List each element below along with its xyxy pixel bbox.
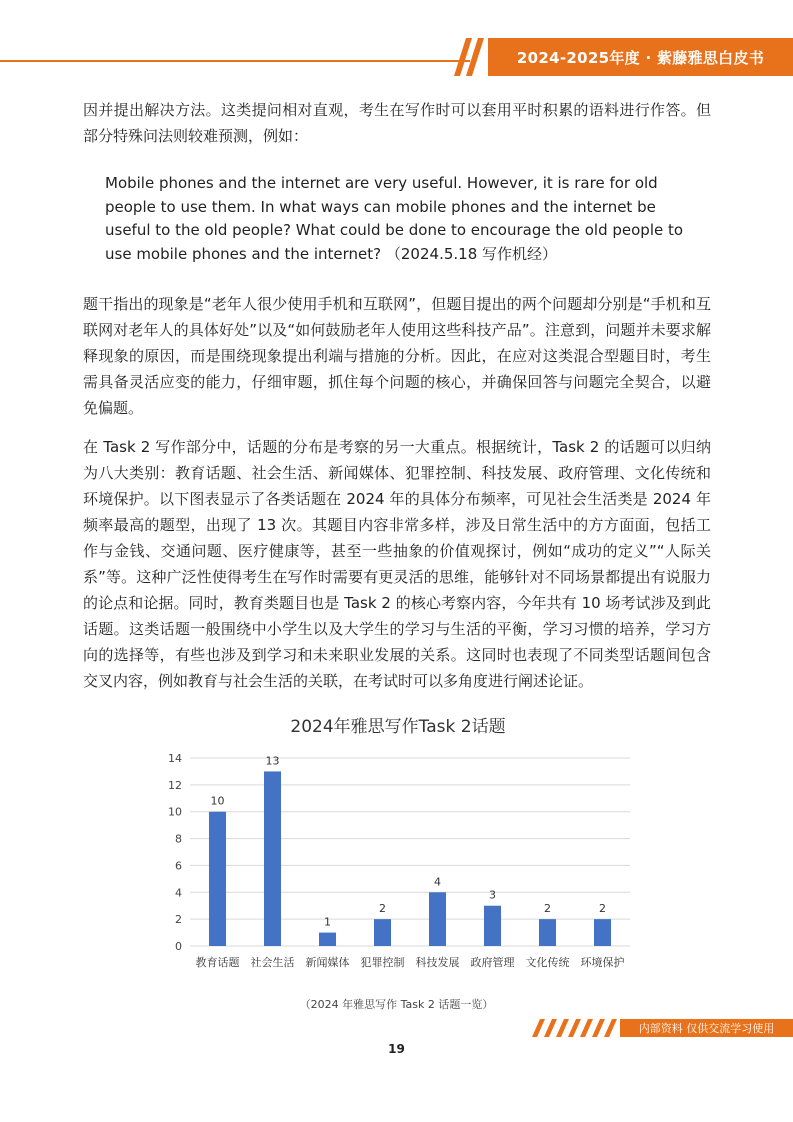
bar <box>374 919 391 946</box>
x-tick-label: 犯罪控制 <box>360 956 405 969</box>
x-tick-label: 社会生活 <box>250 956 295 969</box>
bar-value-label: 4 <box>434 875 441 889</box>
bar <box>209 812 226 946</box>
y-tick-label: 10 <box>168 805 182 819</box>
header-rule <box>0 60 470 62</box>
bar <box>594 919 611 946</box>
paragraph-analysis: 题干指出的现象是“老年人很少使用手机和互联网”，但题目提出的两个问题却分别是“手机和互联网对老年人的具体好处”以及“如何鼓励老年人使用这些科技产品”。注意到，问题并未要求解释现象的原因，而是围绕现象提出利端与措施的分析。因此，在应对这类混合型题目时，考生需具备灵活应变的能力，仔细审题，抓住每个问题的核心，并确保回答与问题完全契合，以避免偏题。 <box>83 295 711 417</box>
page-number: 19 <box>388 1042 405 1056</box>
bar <box>264 771 281 946</box>
y-tick-label: 2 <box>175 913 182 927</box>
chart-x-axis <box>196 955 625 969</box>
chart-gridlines <box>190 758 630 946</box>
bar-value-label: 1 <box>324 915 331 929</box>
bar <box>319 933 336 946</box>
bar <box>484 906 501 946</box>
x-tick-label: 新闻媒体 <box>305 956 350 969</box>
x-tick-label: 教育话题 <box>195 956 240 969</box>
bar-value-label: 10 <box>210 794 225 808</box>
bar-value-label: 2 <box>379 902 386 916</box>
bar <box>429 892 446 946</box>
bar <box>539 919 556 946</box>
chart-y-axis <box>168 752 182 953</box>
header-stripes-decoration <box>452 38 492 76</box>
bar-value-label: 2 <box>599 902 606 916</box>
paragraph-intro: 因并提出解决方法。这类提问相对直观，考生在写作时可以套用平时积累的语料进行作答。但部分特殊问法则较难预测，例如： <box>83 101 711 145</box>
chart-title: 2024年雅思写作Task 2话题 <box>290 717 506 737</box>
y-tick-label: 4 <box>175 886 182 900</box>
x-tick-label: 政府管理 <box>470 956 515 969</box>
footer-note: 内部资料 仅供交流学习使用 <box>620 1019 793 1037</box>
y-tick-label: 0 <box>175 940 182 953</box>
y-tick-label: 12 <box>168 778 182 792</box>
footer-stripes-decoration <box>532 1019 622 1037</box>
x-tick-label: 科技发展 <box>415 956 460 969</box>
x-tick-label: 文化传统 <box>525 956 570 969</box>
chart-bars <box>209 771 611 946</box>
example-question: Mobile phones and the internet are very useful. However, it is rare for old people to use them. In what ways can mobile phones and the internet be useful to the old people? What could be done to encourage the old people to use mobile phones and the internet? （2024.5.18 写作机经） <box>105 174 684 263</box>
paragraph-topic-distribution: 在 Task 2 写作部分中，话题的分布是考察的另一大重点。根据统计，Task 2 的话题可以归纳为八大类别：教育话题、社会生活、新闻媒体、犯罪控制、科技发展、政府管理、文化传统和环境保护。以下图表显示了各类话题在 2024 年的具体分布频率，可见社会生活类是 2024 年频率最高的题型，出现了 13 次。其题目内容非常多样，涉及日常生活中的方方面面，包括工作与金钱、交通问题、医疗健康等，甚至一些抽象的价值观探讨，例如“成功的定义”“人际关系”等。这种广泛性使得考生在写作时需要有更灵活的思维，能够针对不同场景都提出有说服力的论点和论据。同时，教育类题目也是 Task 2 的核心考察内容，今年共有 10 场考试涉及到此话题。这类话题一般围绕中小学生以及大学生的学习与生活的平衡，学习习惯的培养，学习方向的选择等，有些也涉及到学习和未来职业发展的关系。这同时也表现了不同类型话题间包含交叉内容，例如教育与社会生活的关联，在考试时可以多角度进行阐述论证。 <box>83 438 711 690</box>
chart-caption: （2024 年雅思写作 Task 2 话题一览） <box>299 998 494 1011</box>
header-title: 2024-2025年度 · 紫藤雅思白皮书 <box>488 38 793 76</box>
bar-value-label: 13 <box>265 754 280 768</box>
x-tick-label: 环境保护 <box>580 956 625 969</box>
y-tick-label: 8 <box>175 832 182 846</box>
bar-value-label: 2 <box>544 902 551 916</box>
bar-value-label: 3 <box>489 888 496 902</box>
topic-bar-chart <box>160 700 635 985</box>
y-tick-label: 14 <box>168 752 182 765</box>
y-tick-label: 6 <box>175 859 182 873</box>
